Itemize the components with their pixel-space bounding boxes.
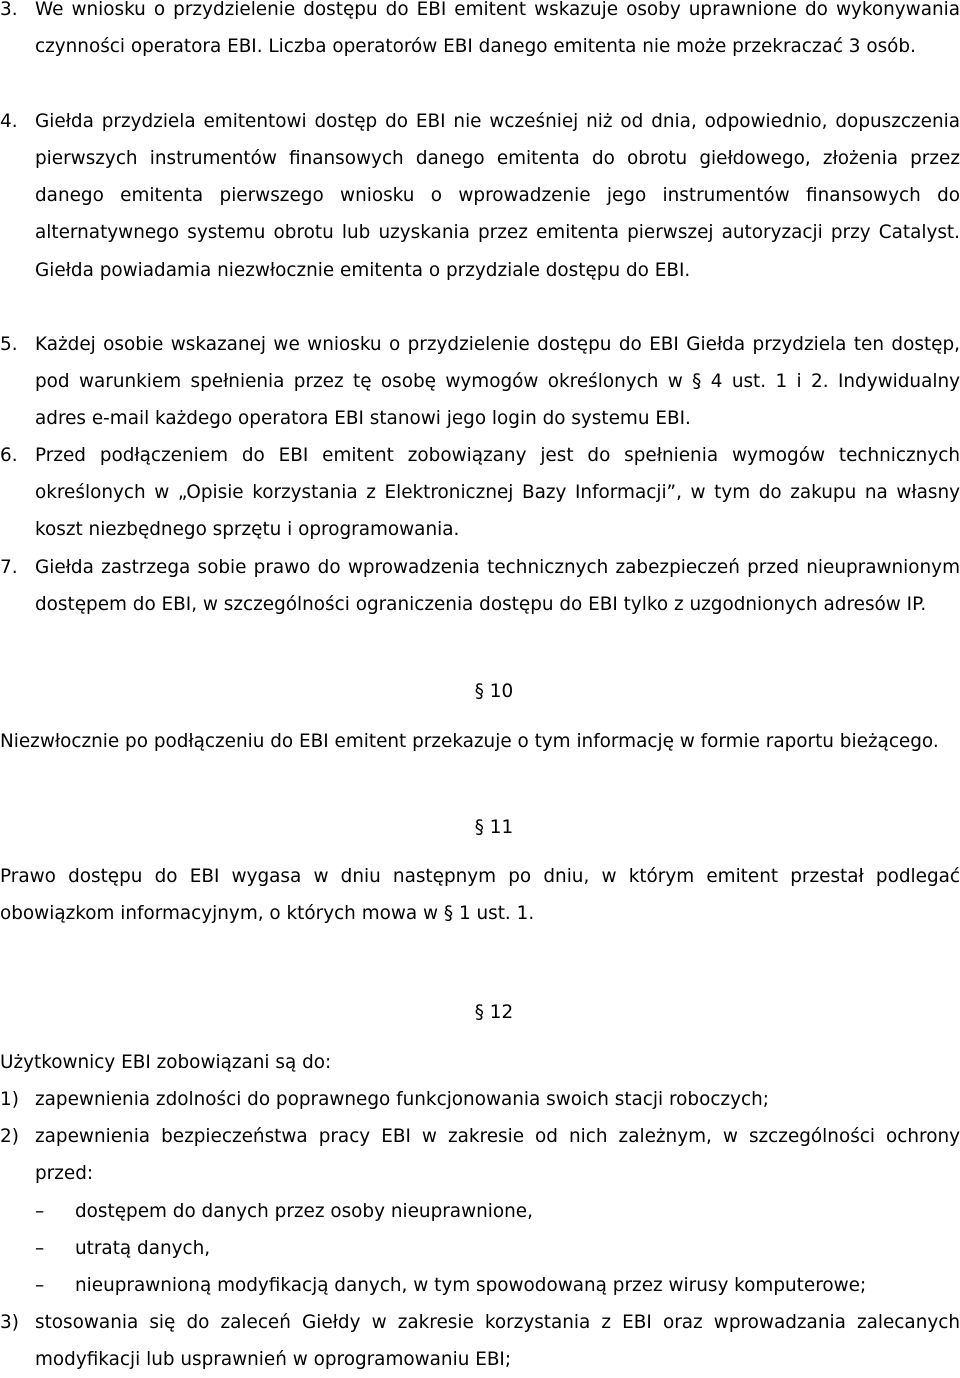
dash-list-item — [0, 1193, 960, 1230]
dash-list-item — [0, 1230, 960, 1267]
dash-bullet: – — [35, 1275, 45, 1296]
numbered-paragraph-4 — [0, 103, 960, 289]
dash-list-item — [0, 1267, 960, 1304]
section-12-intro: Użytkownicy EBI zobowiązani są do: — [0, 1052, 332, 1073]
list-item-text: stosowania się do zaleceń Giełdy w zakresie korzystania z EBI oraz wprowadzania zalecanych modyfikacji lub usprawnień w oprogramowaniu EBI; — [35, 1312, 960, 1371]
dash-bullet: – — [35, 1238, 45, 1259]
paragraph-text: Każdej osobie wskazanej we wniosku o przydzielenie dostępu do EBI Giełda przydziela ten dostęp, pod warunkiem spełnienia przez tę osobę wymogów określonych w § 4 ust. 1 i 2. Indywidualny adres e-mail każdego operatora EBI stanowi jego login do systemu EBI. — [35, 334, 960, 430]
section-heading-10: § 10 — [474, 681, 514, 702]
list-item-2 — [0, 1118, 960, 1192]
numbered-paragraph-5 — [0, 326, 960, 437]
paragraph-text: Giełda zastrzega sobie prawo do wprowadzenia technicznych zabezpieczeń przed nieuprawnionym dostępem do EBI, w szczególności ograniczenia dostępu do EBI tylko z uzgodnionych adresów IP. — [35, 557, 960, 616]
list-item-text: zapewnienia zdolności do poprawnego funkcjonowania swoich stacji roboczych; — [35, 1089, 769, 1110]
section-11-text: Prawo dostępu do EBI wygasa w dniu następnym po dniu, w którym emitent przestał podlegać obowiązkom informacyjnym, o których mowa w § 1 ust. 1. — [0, 866, 960, 925]
list-item-number: 3) — [0, 1312, 19, 1333]
list-item-text: zapewnienia bezpieczeństwa pracy EBI w zakresie od nich zależnym, w szczególności ochrony przed: — [35, 1126, 960, 1185]
numbered-paragraph-7 — [0, 549, 960, 623]
paragraph-text: We wniosku o przydzielenie dostępu do EBI emitent wskazuje osoby uprawnione do wykonywania czynności operatora EBI. Liczba operatorów EBI danego emitenta nie może przekraczać 3 osób. — [35, 0, 960, 58]
list-item-3 — [0, 1304, 960, 1378]
section-10-text: Niezwłocznie po podłączeniu do EBI emitent przekazuje o tym informację w formie raportu bieżącego. — [0, 731, 939, 752]
list-item-number: 2) — [0, 1126, 19, 1147]
paragraph-number: 6. — [0, 445, 18, 466]
dash-list-text: utratą danych, — [75, 1238, 211, 1259]
list-item-1 — [0, 1081, 960, 1118]
paragraph-number: 7. — [0, 557, 18, 578]
dash-bullet: – — [35, 1201, 45, 1222]
paragraph-text: Przed podłączeniem do EBI emitent zobowiązany jest do spełnienia wymogów technicznych określonych w „Opisie korzystania z Elektronicznej Bazy Informacji”, w tym do zakupu na własny koszt niezbędnego sprzętu i oprogramowania. — [35, 445, 960, 541]
numbered-paragraph-3 — [0, 0, 960, 65]
paragraph-number: 5. — [0, 334, 18, 355]
dash-list-text: dostępem do danych przez osoby nieuprawnione, — [75, 1201, 533, 1222]
paragraph-text: Giełda przydziela emitentowi dostęp do EBI nie wcześniej niż od dnia, odpowiednio, dopuszczenia pierwszych instrumentów finansowych danego emitenta do obrotu giełdowego, złożenia przez danego emitenta pierwszego wniosku o wprowadzenie jego instrumentów finansowych do alternatywnego systemu obrotu lub uzyskania przez emitenta pierwszej autoryzacji przy Catalyst. Giełda powiadamia niezwłocznie emitenta o przydziale dostępu do EBI. — [35, 111, 960, 281]
list-item-number: 1) — [0, 1089, 19, 1110]
paragraph-number: 3. — [0, 0, 18, 20]
dash-list-text: nieuprawnioną modyfikacją danych, w tym spowodowaną przez wirusy komputerowe; — [75, 1275, 867, 1296]
section-heading-11: § 11 — [474, 817, 514, 838]
section-heading-12: § 12 — [474, 1002, 514, 1023]
paragraph-number: 4. — [0, 111, 18, 132]
numbered-paragraph-6 — [0, 437, 960, 548]
